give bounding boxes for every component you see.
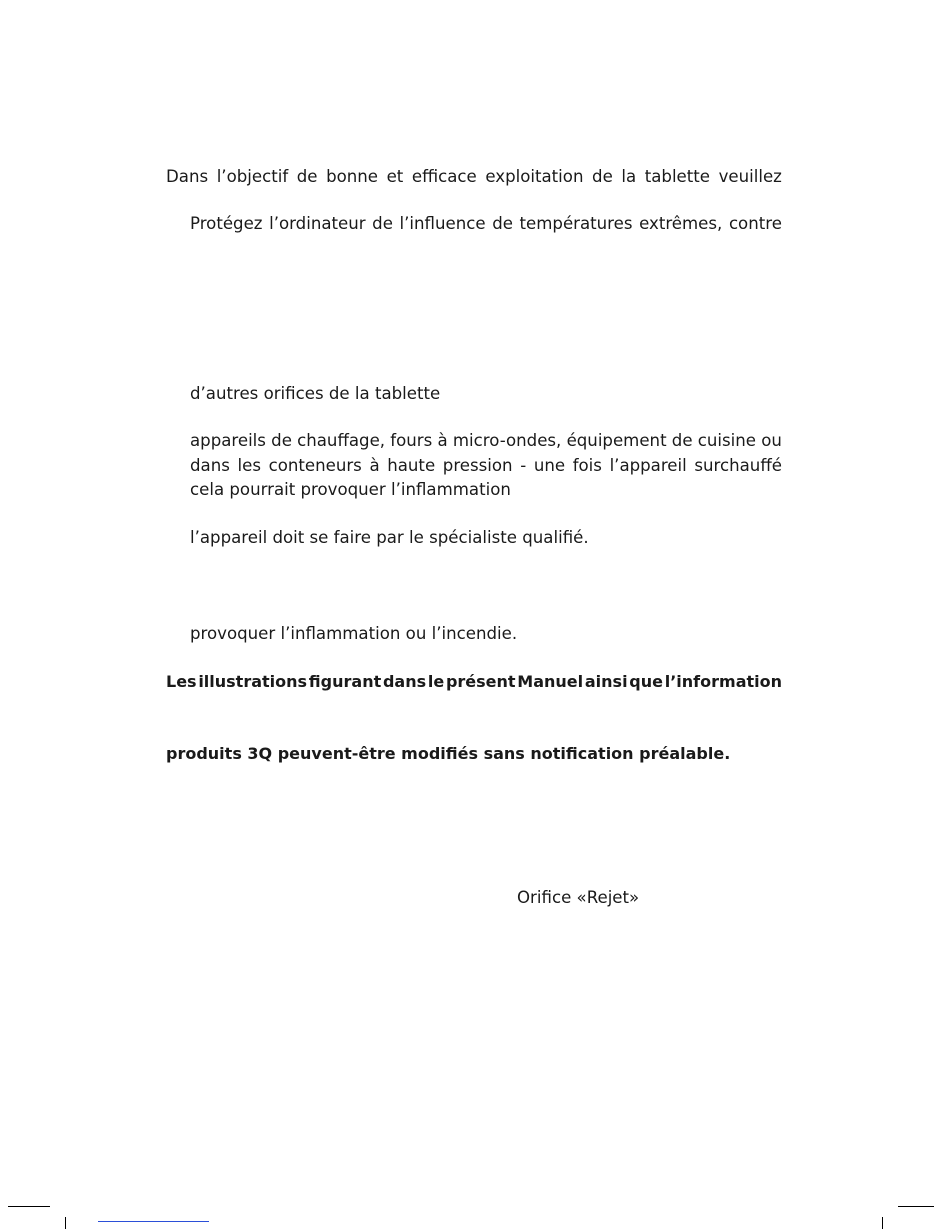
crop-mark-right-vertical <box>882 1217 883 1229</box>
word: et <box>386 167 404 186</box>
word: extrêmes, <box>639 214 723 233</box>
crop-mark-left-vertical <box>65 1217 66 1229</box>
word: à <box>437 431 448 450</box>
word: tablette <box>644 167 710 186</box>
reject-orifice-label: Orifice «Rejet» <box>517 888 640 907</box>
word: de <box>592 167 613 186</box>
word: conteneurs <box>268 456 362 475</box>
word: pression <box>442 456 513 475</box>
item-3-line-2 <box>190 455 782 477</box>
word: surchauffé <box>694 456 782 475</box>
crop-mark-left-horizontal <box>8 1206 50 1207</box>
word: chauffage, <box>297 431 386 450</box>
word: le <box>427 672 445 691</box>
item-3-line-1 <box>190 430 782 452</box>
item-3-line-3: cela pourrait provoquer l’inflammation <box>190 480 511 499</box>
crop-mark-blue-rule <box>98 1221 209 1222</box>
word: haute <box>387 456 436 475</box>
word: dans <box>190 456 230 475</box>
word: de <box>271 431 292 450</box>
word: figurant <box>308 672 382 691</box>
word: l’information <box>664 672 782 691</box>
word: de <box>296 167 318 186</box>
word: températures <box>519 214 633 233</box>
word: l’influence <box>399 214 486 233</box>
notice-line-2: produits 3Q peuvent-être modifiés sans notification préalable. <box>166 744 731 763</box>
word: une <box>533 456 566 475</box>
word: ainsi <box>584 672 628 691</box>
word: appareils <box>190 431 266 450</box>
item-4-line-1: l’appareil doit se faire par le spécialiste qualifié. <box>190 528 589 547</box>
word: les <box>237 456 261 475</box>
item-2-line-1: d’autres orifices de la tablette <box>190 384 441 403</box>
word: équipement <box>566 431 667 450</box>
word: ou <box>761 431 782 450</box>
word: que <box>629 672 663 691</box>
word: de <box>492 214 513 233</box>
crop-mark-right-horizontal <box>898 1206 934 1207</box>
word: bonne <box>326 167 379 186</box>
word: fois <box>572 456 602 475</box>
word: veuillez <box>718 167 782 186</box>
word: illustrations <box>198 672 308 691</box>
word: la <box>621 167 637 186</box>
word: exploitation <box>485 167 584 186</box>
word: à <box>369 456 380 475</box>
word: Manuel <box>517 672 584 691</box>
word: micro-ondes, <box>452 431 562 450</box>
word: dans <box>382 672 427 691</box>
item-5-line-1: provoquer l’inflammation ou l’incendie. <box>190 624 518 643</box>
word: l’objectif <box>216 167 289 186</box>
word: l’ordinateur <box>269 214 366 233</box>
word: présent <box>445 672 516 691</box>
word: fours <box>390 431 433 450</box>
intro-line-1 <box>166 166 782 188</box>
word: - <box>520 456 527 475</box>
word: cuisine <box>697 431 756 450</box>
notice-line-1 <box>166 671 782 693</box>
word: de <box>372 214 393 233</box>
word: efficace <box>411 167 477 186</box>
word: Dans <box>166 167 209 186</box>
word: Les <box>166 672 197 691</box>
word: de <box>671 431 693 450</box>
word: contre <box>728 214 782 233</box>
word: Protégez <box>190 214 263 233</box>
word: l’appareil <box>609 456 687 475</box>
item-1-line-1 <box>190 213 782 235</box>
